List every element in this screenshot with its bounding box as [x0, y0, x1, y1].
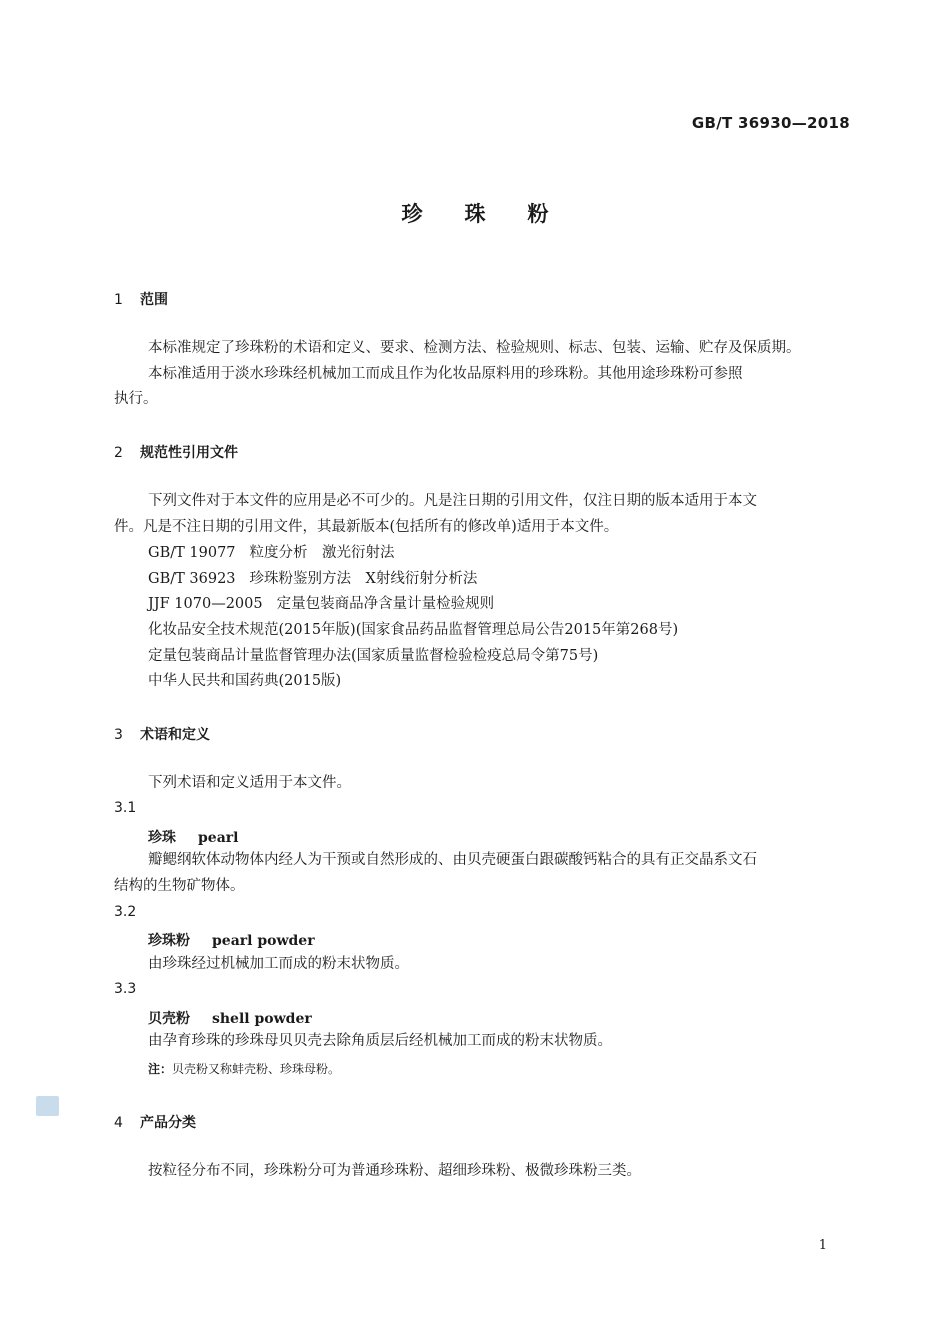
section-title: 术语和定义 — [140, 727, 210, 743]
term-chinese: 珍珠粉 — [148, 933, 190, 949]
term-definition-cont: 结构的生物矿物体。 — [114, 878, 245, 894]
section-title: 规范性引用文件 — [140, 445, 238, 461]
section-number: 3 — [114, 727, 123, 743]
term-definition: 由孕育珍珠的珍珠母贝贝壳去除角质层后经机械加工而成的粉末状物质。 — [148, 1033, 612, 1049]
section-number: 4 — [114, 1115, 123, 1131]
reference-code: GB/T 19077 — [148, 545, 236, 561]
note-text: 贝壳粉又称蚌壳粉、珍珠母粉。 — [172, 1062, 341, 1076]
reference-item — [148, 540, 395, 566]
term-english: pearl — [198, 830, 239, 846]
term-number: 3.3 — [114, 981, 137, 997]
watermark-stamp — [36, 1096, 59, 1116]
section-title: 产品分类 — [140, 1115, 196, 1131]
reference-title: 珍珠粉鉴别方法 X射线衍射分析法 — [249, 571, 478, 587]
section-4-paragraph-1: 按粒径分布不同，珍珠粉分可为普通珍珠粉、超细珍珠粉、极微珍珠粉三类。 — [148, 1163, 641, 1179]
term-definition: 瓣鳃纲软体动物体内经人为干预或自然形成的、由贝壳硬蛋白跟碳酸钙粘合的具有正交晶系文石 — [148, 852, 757, 868]
page-number: 1 — [818, 1238, 827, 1253]
term-number: 3.1 — [114, 800, 137, 816]
reference-item — [148, 591, 494, 617]
standard-code: GB/T 36930—2018 — [691, 114, 850, 132]
reference-item: 定量包装商品计量监督管理办法(国家质量监督检验检疫总局令第75号) — [148, 648, 599, 664]
note-label: 注： — [148, 1062, 173, 1076]
section-2-intro-cont: 件。凡是不注日期的引用文件，其最新版本(包括所有的修改单)适用于本文件。 — [114, 519, 619, 535]
reference-item: 化妆品安全技术规范(2015年版)(国家食品药品监督管理总局公告2015年第268号) — [148, 622, 679, 638]
term-english: pearl powder — [212, 933, 315, 949]
reference-item: 中华人民共和国药典(2015版) — [148, 673, 342, 689]
term-chinese: 贝壳粉 — [148, 1011, 190, 1027]
section-2-heading — [114, 442, 238, 462]
section-1-paragraph-1: 本标准规定了珍珠粉的术语和定义、要求、检测方法、检验规则、标志、包装、运输、贮存及保质期。 — [148, 340, 801, 356]
reference-title: 定量包装商品净含量计量检验规则 — [276, 596, 495, 612]
section-1-paragraph-2: 本标准适用于淡水珍珠经机械加工而成且作为化妆品原料用的珍珠粉。其他用途珍珠粉可参照 — [148, 366, 743, 382]
section-2-intro: 下列文件对于本文件的应用是必不可少的。凡是注日期的引用文件，仅注日期的版本适用于本文 — [148, 493, 757, 509]
section-1-paragraph-2-cont: 执行。 — [114, 391, 158, 407]
section-3-intro: 下列术语和定义适用于本文件。 — [148, 775, 351, 791]
reference-item — [148, 566, 477, 592]
term-number: 3.2 — [114, 904, 137, 920]
term-chinese: 珍珠 — [148, 830, 176, 846]
section-title: 范围 — [140, 292, 168, 308]
section-1-heading — [114, 289, 168, 309]
section-number: 1 — [114, 292, 123, 308]
section-4-heading — [114, 1112, 196, 1132]
reference-title: 粒度分析 激光衍射法 — [249, 545, 395, 561]
term-definition: 由珍珠经过机械加工而成的粉末状物质。 — [148, 956, 409, 972]
term-note — [148, 1060, 340, 1077]
reference-code: JJF 1070—2005 — [148, 596, 263, 612]
reference-code: GB/T 36923 — [148, 571, 236, 587]
section-number: 2 — [114, 445, 123, 461]
term-heading — [148, 827, 238, 847]
term-heading — [148, 930, 315, 950]
term-english: shell powder — [212, 1011, 312, 1027]
document-title: 珍珠粉 — [401, 202, 591, 226]
section-3-heading — [114, 724, 210, 744]
term-heading — [148, 1008, 312, 1028]
